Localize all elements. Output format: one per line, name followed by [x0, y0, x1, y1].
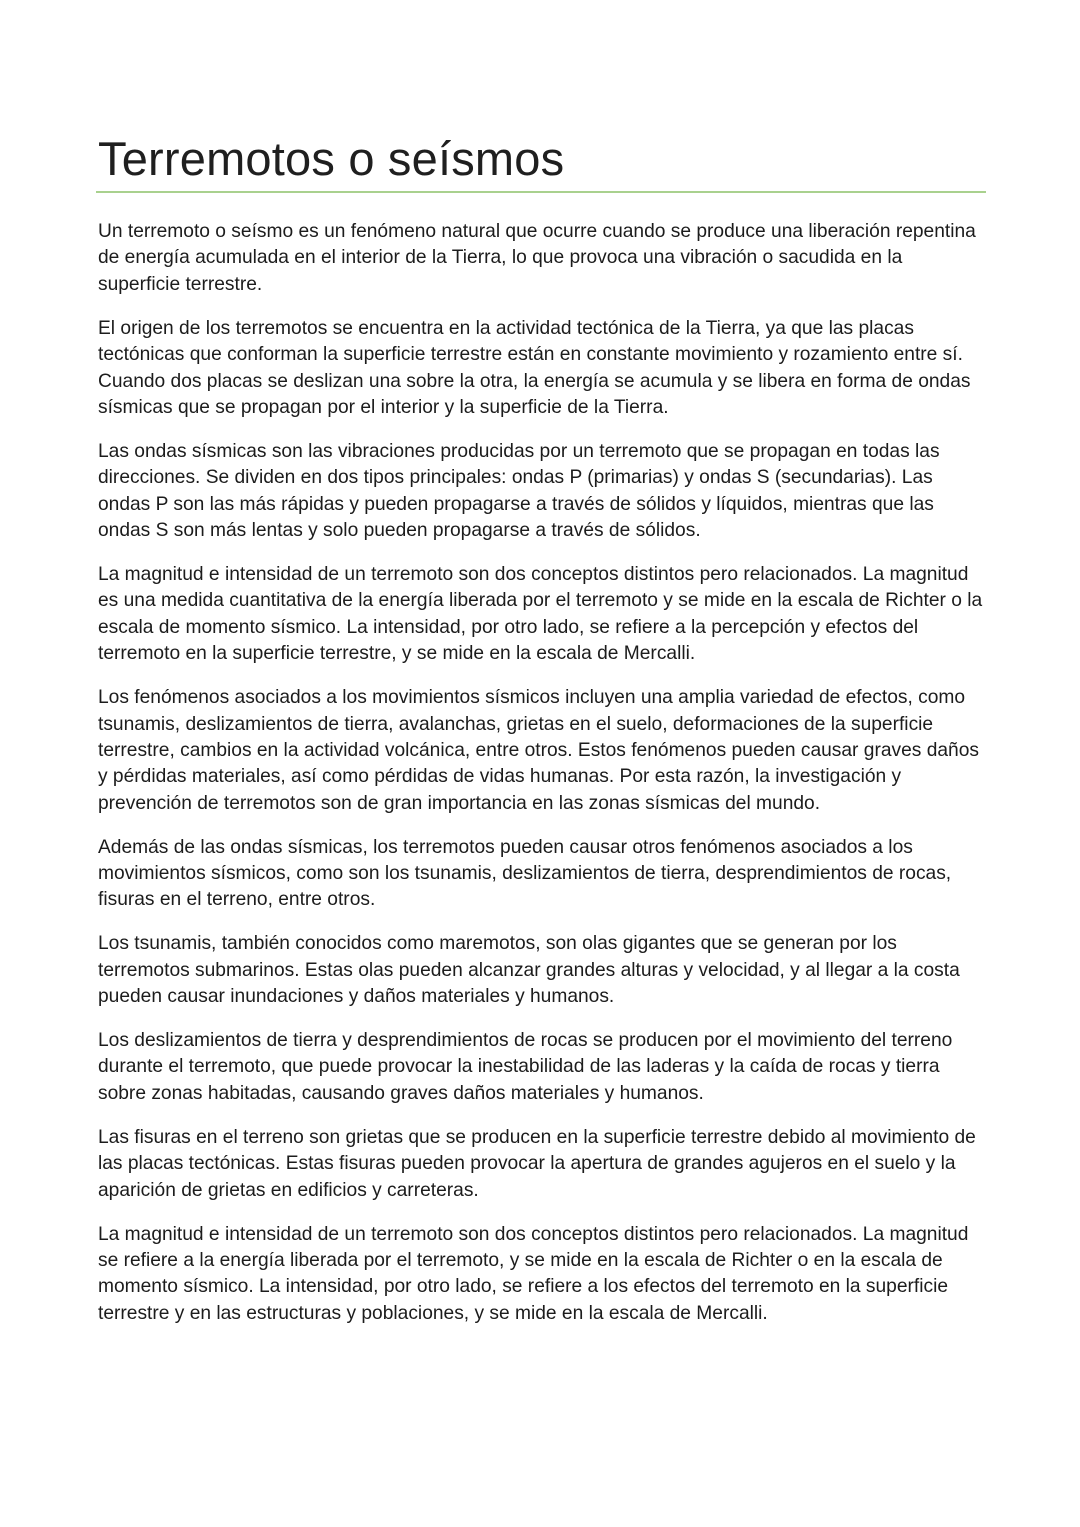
paragraph-definition: Un terremoto o seísmo es un fenómeno natural que ocurre cuando se produce una liberación repentina de energía acumulada en el interior de la Tierra, lo que provoca una vibración o sacudida en la superficie terrestre. — [98, 221, 976, 295]
document-page — [98, 128, 986, 1345]
paragraph-seismic-waves: Las ondas sísmicas son las vibraciones producidas por un terremoto que se propagan en todas las direcciones. Se dividen en dos tipos principales: ondas P (primarias) y ondas S (secundarias). Las ondas P son las más rápidas y pueden propagarse a través de sólidos y líquidos, mientras que las ondas S son más lentas y solo pueden propagarse a través de sólidos. — [98, 440, 940, 542]
paragraph-associated-phenomena: Los fenómenos asociados a los movimientos sísmicos incluyen una amplia variedad de efectos, como tsunamis, deslizamientos de tierra, avalanchas, grietas en el suelo, deformaciones de la superficie terrestre, cambios en la actividad volcánica, entre otros. Estos fenómenos pueden causar graves daños y pérdidas materiales, así como pérdidas de vidas humanas. Por esta razón, la investigación y prevención de terremotos son de gran importancia en las zonas sísmicas del mundo. — [98, 687, 979, 814]
paragraph-fissures: Las fisuras en el terreno son grietas que se producen en la superficie terrestre debido al movimiento de las placas tectónicas. Estas fisuras pueden provocar la apertura de grandes agujeros en el suelo y la aparición de grietas en edificios y carreteras. — [98, 1126, 976, 1201]
paragraph-magnitude-intensity-2: La magnitud e intensidad de un terremoto son dos conceptos distintos pero relacionados. La magnitud se refiere a la energía liberada por el terremoto, y se mide en la escala de Richter o en la escala de momento sísmico. La intensidad, por otro lado, se refiere a los efectos del terremoto en la superficie terrestre y en las estructuras y poblaciones, y se mide en la escala de Mercalli. — [98, 1223, 969, 1324]
document-body — [98, 219, 986, 1327]
title-underline-divider — [96, 191, 986, 193]
paragraph-tsunamis: Los tsunamis, también conocidos como maremotos, son olas gigantes que se generan por los terremotos submarinos. Estas olas pueden alcanzar grandes alturas y velocidad, y al llegar a la costa pueden causar inundaciones y daños materiales y humanos. — [98, 933, 960, 1008]
paragraph-origin: El origen de los terremotos se encuentra en la actividad tectónica de la Tierra, ya que las placas tectónicas que conforman la superficie terrestre están en constante movimiento y rozamiento entre sí. Cuando dos placas se deslizan una sobre la otra, la energía se acumula y se libera en forma de ondas sísmicas que se propagan por el interior y la superficie de la Tierra. — [98, 317, 971, 418]
paragraph-other-phenomena: Además de las ondas sísmicas, los terremotos pueden causar otros fenómenos asociados a los movimientos sísmicos, como son los tsunamis, deslizamientos de tierra, desprendimientos de rocas, fisuras en el terreno, entre otros. — [98, 836, 952, 911]
paragraph-landslides: Los deslizamientos de tierra y desprendimientos de rocas se producen por el movimiento del terreno durante el terremoto, que puede provocar la inestabilidad de las laderas y la caída de rocas y tierra sobre zonas habitadas, causando graves daños materiales y humanos. — [98, 1030, 953, 1104]
page-title: Terremotos o seísmos — [98, 132, 565, 185]
paragraph-magnitude-intensity: La magnitud e intensidad de un terremoto son dos conceptos distintos pero relacionados. La magnitud es una medida cuantitativa de la energía liberada por el terremoto y se mide en la escala de Richter o la escala de momento sísmico. La intensidad, por otro lado, se refiere a la percepción y efectos del terremoto en la superficie terrestre, y se mide en la escala de Mercalli. — [98, 563, 983, 665]
